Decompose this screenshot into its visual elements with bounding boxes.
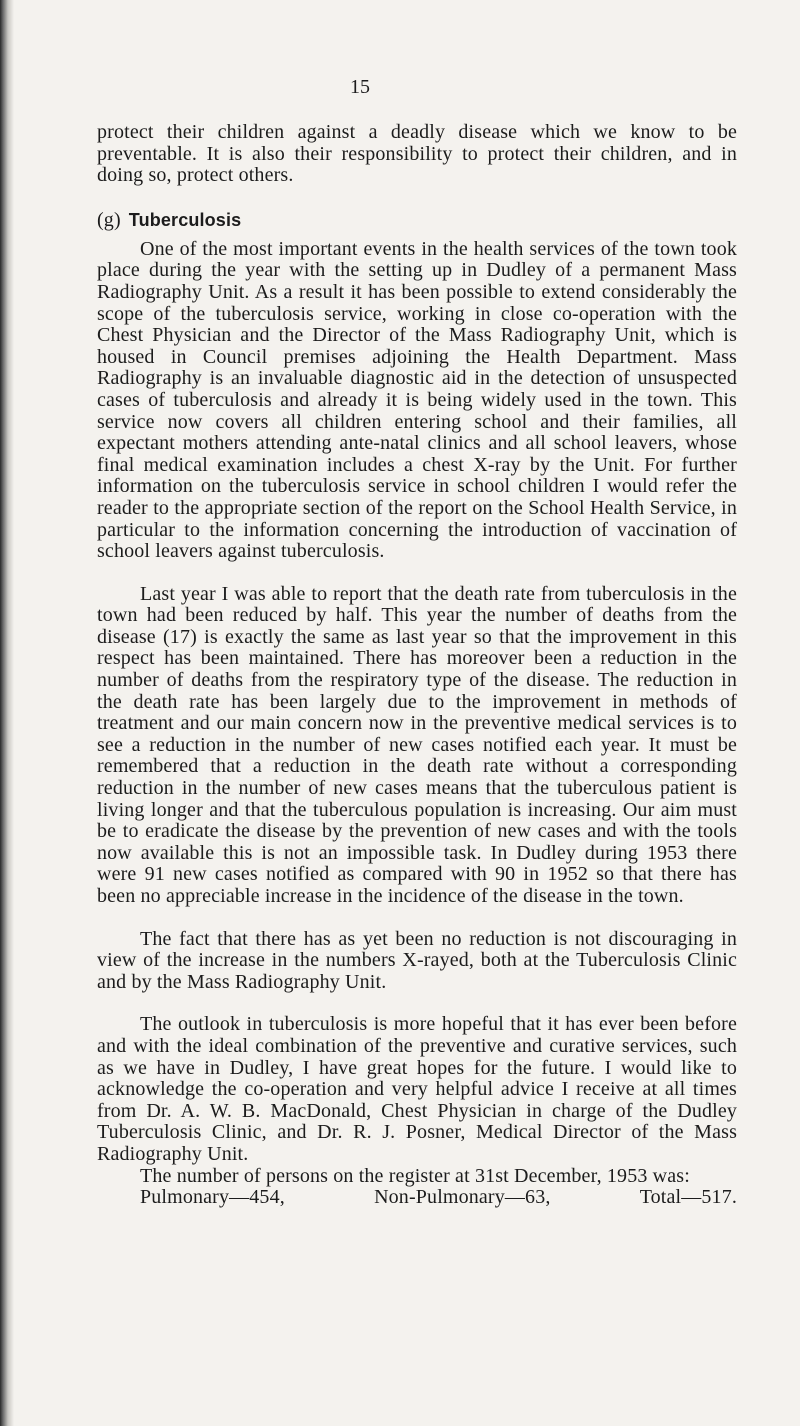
section-letter: (g): [97, 208, 121, 231]
register-total: Total—517.: [639, 1186, 737, 1209]
paragraph-outlook: The outlook in tuberculosis is more hopeful that it has ever been before and with the ideal combination of the preventive and curative services, such as we have in Dudley, I have great hopes for the future. I would like to acknowledge the co-operation and very helpful advice I receive at all times from Dr. A. W. B. MacDonald, Chest Physician in charge of the Dudley Tuberculosis Clinic, and Dr. R. J. Posner, Medical Director of the Mass Radiography Unit.: [97, 1013, 737, 1165]
register-totals: [97, 1187, 737, 1209]
paragraph-mass-radiography: One of the most important events in the health services of the town took place during the year with the setting up in Dudley of a permanent Mass Radiography Unit. As a result it has been possible to extend considerably the scope of the tuberculosis service, working in close co-operation with the Chest Physician and the Director of the Mass Radiography Unit, which is housed in Council premises adjoining the Health Department. Mass Radiography is an invaluable diagnostic aid in the detection of unsuspected cases of tuberculosis and already it is being widely used in the town. This service now covers all children entering school and their families, all expectant mothers attending ante-natal clinics and all school leavers, whose final medical examination includes a chest X-ray by the Unit. For further information on the tuberculosis service in school children I would refer the reader to the appropriate section of the report on the School Health Service, in particular to the information concerning the introduction of vaccination of school leavers against tuberculosis.: [97, 237, 737, 563]
register-pulmonary: Pulmonary—454,: [140, 1186, 285, 1209]
binding-edge: [0, 0, 14, 1426]
section-heading: [97, 210, 737, 231]
paragraph-no-reduction: The fact that there has as yet been no reduction is not discouraging in view of the increase in the numbers X-rayed, both at the Tuberculosis Clinic and by the Mass Radiography Unit.: [97, 927, 737, 993]
section-title: Tuberculosis: [128, 209, 242, 230]
register-non-pulmonary: Non-Pulmonary—63,: [374, 1186, 551, 1209]
paragraph-death-rate: Last year I was able to report that the death rate from tuberculosis in the town had been reduced by half. This year the number of deaths from the disease (17) is exactly the same as last year so that the improvement in this respect has been maintained. There has moreover been a reduction in the number of deaths from the respiratory type of the disease. The reduction in the death rate has been largely due to the improvement in methods of treatment and our main concern now in the preventive medical services is to see a reduction in the number of new cases notified each year. It must be remembered that a reduction in the death rate without a corresponding reduction in the number of new cases means that the tuberculous patient is living longer and that the tuberculous population is increasing. Our aim must be to eradicate the disease by the prevention of new cases and with the tools now available this is not an impossible task. In Dudley during 1953 there were 91 new cases notified as compared with 90 in 1952 so that there has been no appreciable increase in the incidence of the disease in the town.: [97, 582, 737, 907]
opening-paragraph: protect their children against a deadly disease which we know to be preventable. It is also their responsibility to protect their children, and in doing so, protect others.: [97, 121, 737, 187]
page-body: [97, 122, 737, 1209]
page-number: 15: [350, 76, 370, 98]
register-intro: The number of persons on the register at 31st December, 1953 was:: [140, 1164, 690, 1187]
